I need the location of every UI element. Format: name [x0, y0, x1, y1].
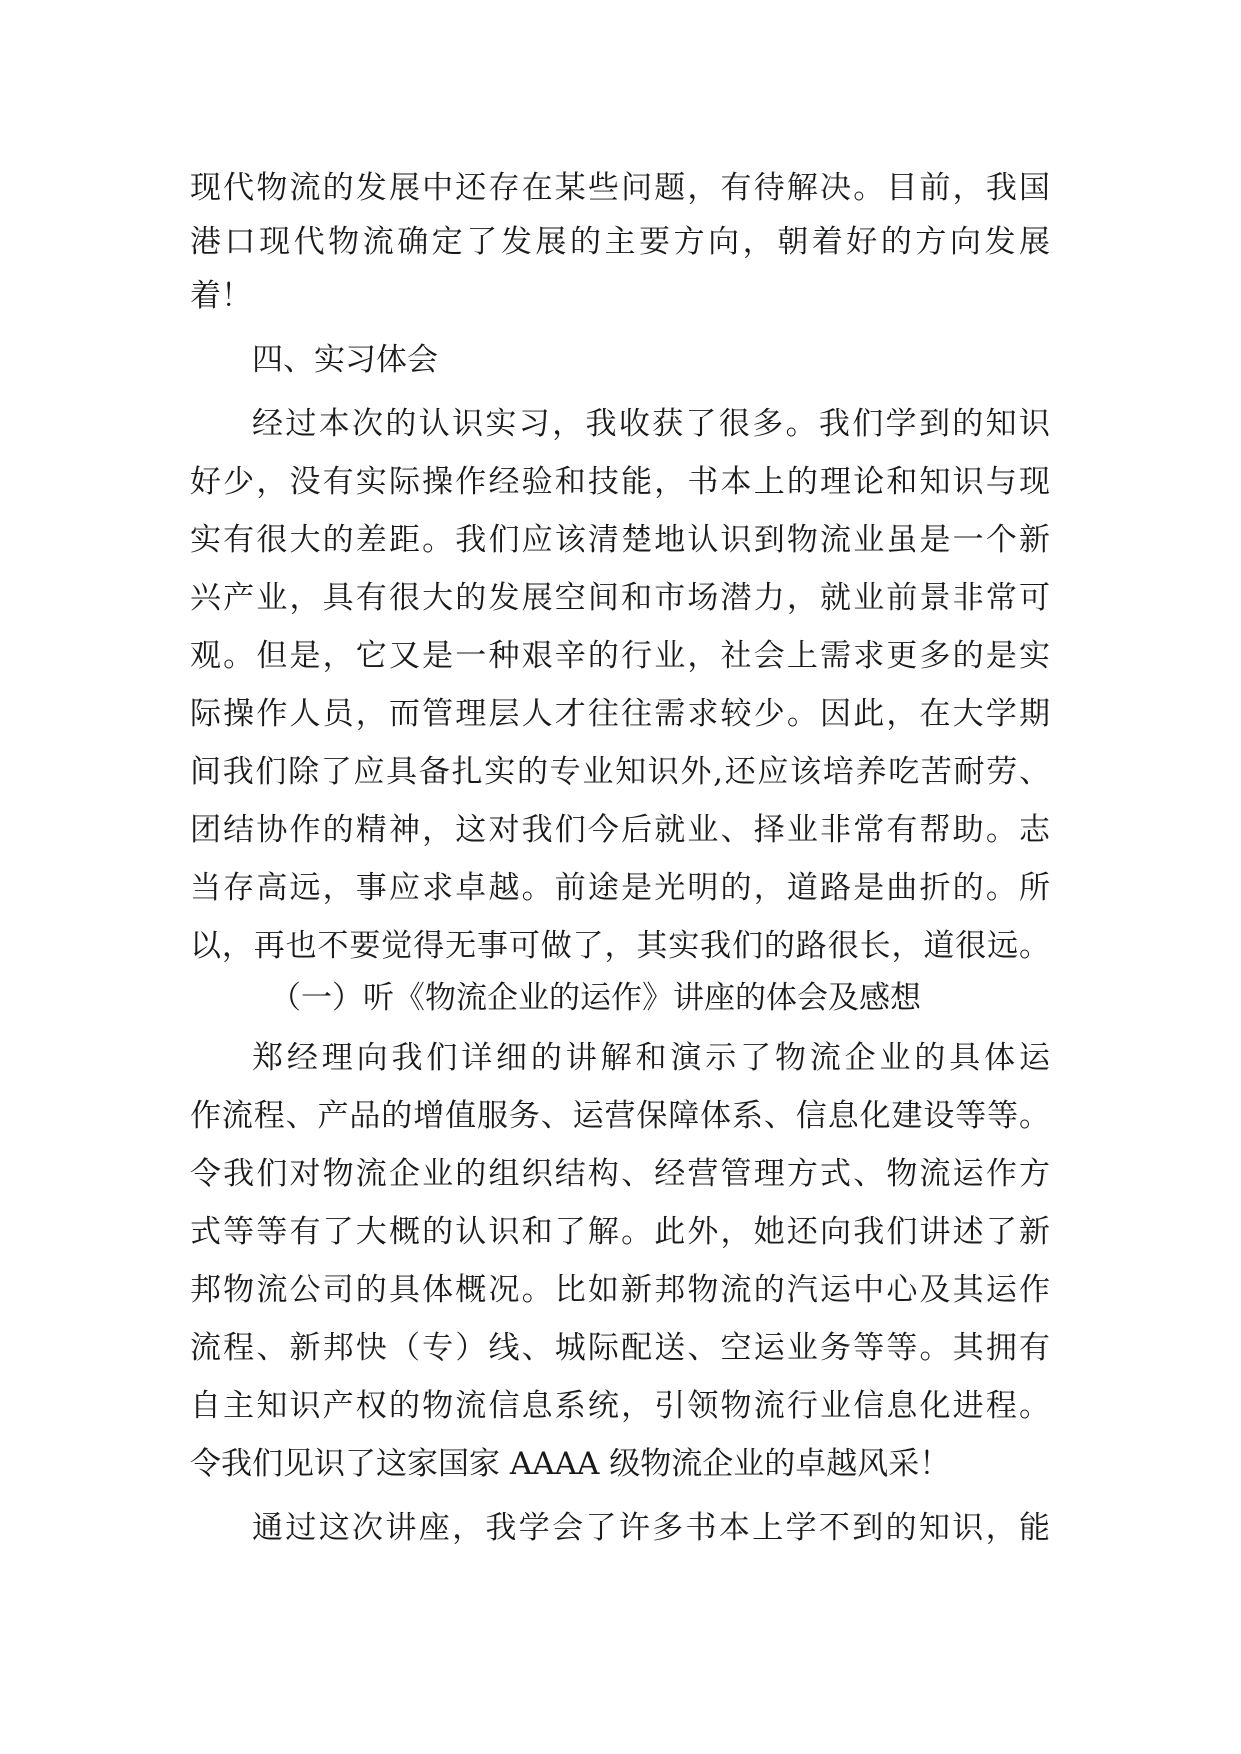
text-line: 观。但是，它又是一种艰辛的行业，社会上需求更多的是实 [190, 638, 1050, 674]
text-line: 郑经理向我们详细的讲解和演示了物流企业的具体运 [252, 1040, 1050, 1076]
text-line: 团结协作的精神，这对我们今后就业、择业非常有帮助。志 [190, 812, 1050, 848]
text-line: 作流程、产品的增值服务、运营保障体系、信息化建设等等。 [190, 1098, 1050, 1134]
text-line: 好少，没有实际操作经验和技能，书本上的理论和知识与现 [190, 464, 1050, 500]
text-line: 实有很大的差距。我们应该清楚地认识到物流业虽是一个新 [190, 522, 1050, 558]
text-line: 式等等有了大概的认识和了解。此外，她还向我们讲述了新 [190, 1214, 1050, 1250]
text-line: 当存高远，事应求卓越。前途是光明的，道路是曲折的。所 [190, 870, 1050, 906]
text-line: 以，再也不要觉得无事可做了，其实我们的路很长，道很远。 [190, 928, 1050, 964]
text-line: 着！ [190, 278, 252, 314]
text-line: 令我们见识了这家国家 AAAA 级物流企业的卓越风采！ [190, 1446, 951, 1482]
text-line: 港口现代物流确定了发展的主要方向，朝着好的方向发展 [190, 224, 1050, 260]
text-line: 邦物流公司的具体概况。比如新邦物流的汽运中心及其运作 [190, 1272, 1050, 1308]
text-line: 通过这次讲座，我学会了许多书本上学不到的知识，能 [252, 1510, 1050, 1546]
subsection-heading: （一）听《物流企业的运作》讲座的体会及感想 [270, 980, 921, 1016]
section-heading: 四、实习体会 [252, 342, 438, 378]
text-line: 际操作人员，而管理层人才往往需求较少。因此，在大学期 [190, 696, 1050, 732]
text-line: 流程、新邦快（专）线、城际配送、空运业务等等。其拥有 [190, 1330, 1050, 1366]
text-line: 间我们除了应具备扎实的专业知识外,还应该培养吃苦耐劳、 [190, 754, 1050, 790]
text-line: 现代物流的发展中还存在某些问题，有待解决。目前，我国 [190, 170, 1050, 206]
text-line: 兴产业，具有很大的发展空间和市场潜力，就业前景非常可 [190, 580, 1050, 616]
text-line: 经过本次的认识实习，我收获了很多。我们学到的知识 [252, 406, 1050, 442]
text-line: 自主知识产权的物流信息系统，引领物流行业信息化进程。 [190, 1388, 1050, 1424]
text-line: 令我们对物流企业的组织结构、经营管理方式、物流运作方 [190, 1156, 1050, 1192]
